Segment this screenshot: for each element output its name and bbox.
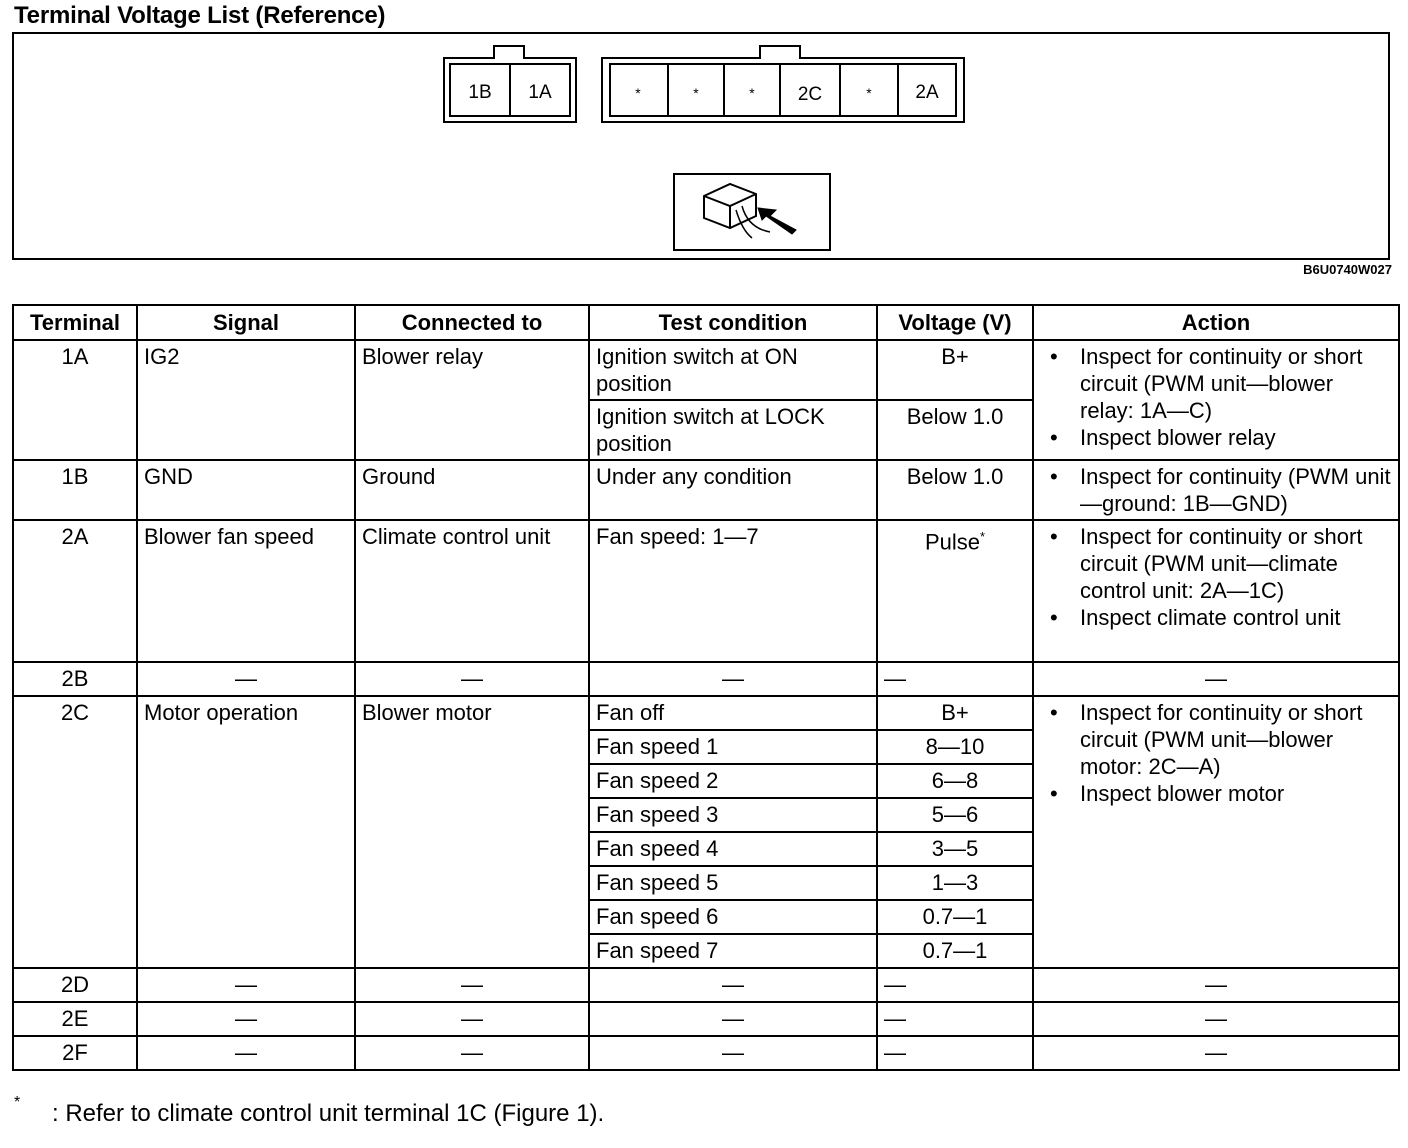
voltage-cell: 1—3 [877, 866, 1033, 900]
connector-right [602, 46, 964, 122]
pin-2: * [693, 85, 699, 101]
pin-2C: 2C [797, 84, 823, 105]
condition-cell: Fan speed 6 [589, 900, 877, 934]
pin-1A: 1A [528, 82, 552, 103]
terminal-cell: 2F [13, 1036, 137, 1070]
terminal-voltage-table [12, 304, 1400, 1071]
action-cell [1033, 460, 1399, 520]
action-item: • Inspect for continuity (PWM unit—ground: 1B—GND) [1080, 463, 1392, 517]
connected-cell: Climate control unit [355, 520, 589, 662]
action-cell [1033, 340, 1399, 460]
connected-cell: Blower relay [355, 340, 589, 460]
connector-diagram [14, 34, 1388, 258]
voltage-cell: 0.7—1 [877, 934, 1033, 968]
condition-cell: Fan speed 5 [589, 866, 877, 900]
condition-cell: — [589, 968, 877, 1002]
table-row [13, 340, 1399, 400]
pin-3: * [749, 85, 755, 101]
signal-cell: — [137, 968, 355, 1002]
voltage-cell: Below 1.0 [877, 460, 1033, 520]
action-item: • Inspect for continuity or short circuit (PWM unit—blower motor: 2C—A) [1080, 699, 1392, 780]
footnote-mark: * [14, 1094, 21, 1111]
voltage-cell: — [877, 662, 1033, 696]
condition-cell: Fan speed 2 [589, 764, 877, 798]
condition-cell: Fan speed 3 [589, 798, 877, 832]
action-item: • Inspect for continuity or short circuit (PWM unit—blower relay: 1A—C) [1080, 343, 1392, 424]
header-test-condition: Test condition [589, 305, 877, 340]
voltage-cell: 0.7—1 [877, 900, 1033, 934]
connector-left [444, 46, 576, 122]
voltage-cell: 8—10 [877, 730, 1033, 764]
connected-cell: — [355, 1036, 589, 1070]
header-voltage: Voltage (V) [877, 305, 1033, 340]
terminal-cell: 1A [13, 340, 137, 460]
condition-cell: — [589, 1002, 877, 1036]
header-action: Action [1033, 305, 1399, 340]
condition-cell: — [589, 1036, 877, 1070]
table-row [13, 460, 1399, 520]
connected-cell: Ground [355, 460, 589, 520]
connected-cell: — [355, 968, 589, 1002]
connected-cell: Blower motor [355, 696, 589, 968]
probe-illustration [674, 174, 830, 250]
condition-cell: Fan off [589, 696, 877, 730]
condition-cell: Under any condition [589, 460, 877, 520]
table-row [13, 696, 1399, 730]
voltage-cell: — [877, 1036, 1033, 1070]
action-item: • Inspect for continuity or short circuit (PWM unit—climate control unit: 2A—1C) [1080, 523, 1392, 604]
terminal-cell: 2A [13, 520, 137, 662]
signal-cell: — [137, 1002, 355, 1036]
signal-cell: Blower fan speed [137, 520, 355, 662]
condition-cell: — [589, 662, 877, 696]
action-item: • Inspect climate control unit [1080, 604, 1392, 631]
connected-cell: — [355, 1002, 589, 1036]
voltage-cell [877, 520, 1033, 662]
pin-5: * [866, 85, 872, 101]
terminal-cell: 2E [13, 1002, 137, 1036]
action-cell: — [1033, 968, 1399, 1002]
table-row [13, 520, 1399, 662]
action-cell: — [1033, 662, 1399, 696]
pin-1B: 1B [468, 82, 492, 103]
table-row [13, 1002, 1399, 1036]
voltage-cell: — [877, 968, 1033, 1002]
voltage-cell: 5—6 [877, 798, 1033, 832]
terminal-cell: 1B [13, 460, 137, 520]
action-item: • Inspect blower relay [1080, 424, 1392, 451]
action-cell [1033, 696, 1399, 968]
voltage-cell: 3—5 [877, 832, 1033, 866]
page-title: Terminal Voltage List (Reference) [14, 2, 386, 29]
pin-1: * [635, 85, 641, 101]
header-row [13, 305, 1399, 340]
voltage-value: Pulse [924, 529, 980, 555]
action-cell [1033, 520, 1399, 662]
signal-cell: GND [137, 460, 355, 520]
voltage-cell: Below 1.0 [877, 400, 1033, 460]
condition-cell: Ignition switch at LOCK position [589, 400, 877, 460]
pin-2A: 2A [915, 82, 939, 103]
action-item: • Inspect blower motor [1080, 780, 1392, 807]
action-cell: — [1033, 1002, 1399, 1036]
footnote [14, 1094, 605, 1128]
terminal-cell: 2D [13, 968, 137, 1002]
connector-figure [12, 32, 1390, 260]
footnote-mark: * [979, 529, 986, 544]
action-cell: — [1033, 1036, 1399, 1070]
footnote-text: : Refer to climate control unit terminal 1C (Figure 1). [52, 1100, 605, 1127]
terminal-cell: 2B [13, 662, 137, 696]
voltage-cell: — [877, 1002, 1033, 1036]
terminal-cell: 2C [13, 696, 137, 968]
table-row [13, 968, 1399, 1002]
figure-id: B6U0740W027 [1303, 262, 1392, 277]
signal-cell: Motor operation [137, 696, 355, 968]
header-terminal: Terminal [13, 305, 137, 340]
signal-cell: IG2 [137, 340, 355, 460]
table-row [13, 662, 1399, 696]
voltage-cell: 6—8 [877, 764, 1033, 798]
signal-cell: — [137, 1036, 355, 1070]
connected-cell: — [355, 662, 589, 696]
voltage-cell: B+ [877, 340, 1033, 400]
table-row [13, 1036, 1399, 1070]
condition-cell: Fan speed: 1—7 [589, 520, 877, 662]
voltage-cell: B+ [877, 696, 1033, 730]
condition-cell: Fan speed 1 [589, 730, 877, 764]
condition-cell: Fan speed 4 [589, 832, 877, 866]
header-signal: Signal [137, 305, 355, 340]
header-connected-to: Connected to [355, 305, 589, 340]
condition-cell: Ignition switch at ON position [589, 340, 877, 400]
condition-cell: Fan speed 7 [589, 934, 877, 968]
signal-cell: — [137, 662, 355, 696]
